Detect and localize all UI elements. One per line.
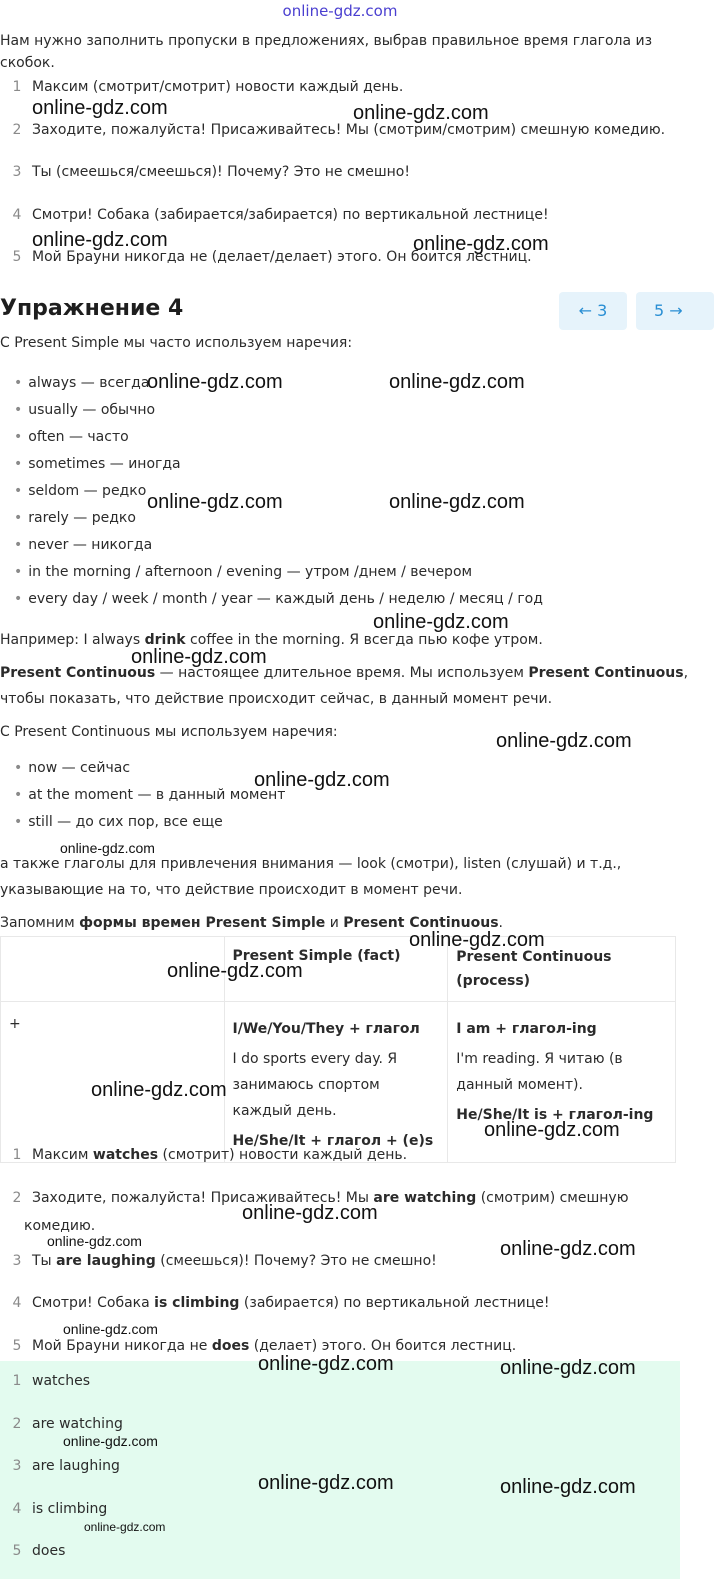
pc-definition (0, 660, 689, 686)
question-item (0, 75, 680, 99)
prev-exercise-button[interactable]: ← 3 (559, 292, 627, 330)
short-answer-text: are watching (32, 1416, 123, 1432)
question-number: 4 (12, 207, 22, 223)
answer-verb: are watching (373, 1190, 477, 1206)
watermark: online-gdz.com (484, 1119, 620, 1141)
table-cell (224, 1002, 448, 1163)
table-header-cell: Present Simple (fact) (224, 937, 448, 1002)
attention-verbs: а также глаголы для привлечения внимания — look (смотри), listen (слушай) и т.д., (0, 856, 622, 872)
ps-formula-third: He/She/It + глагол + (e)s (232, 1133, 434, 1149)
adverb-item: • often — часто (14, 425, 129, 449)
answer-text (32, 1291, 550, 1315)
example-verb: drink (144, 632, 186, 648)
table-row-sign: + (1, 1002, 225, 1163)
answer-verb: watches (92, 1147, 159, 1163)
watermark: online-gdz.com (242, 1202, 378, 1224)
question-text: Смотри! Собака (забирается/забирается) по вертикальной лестнице! (32, 207, 549, 223)
question-item (0, 203, 680, 227)
adverb-item: • never — никогда (14, 533, 152, 557)
example-sentence (0, 627, 680, 653)
adverb-item: • usually — обычно (14, 398, 155, 422)
question-text: Заходите, пожалуйста! Присаживайтесь! Мы (смотрим/смотрим) смешную комедию. (32, 122, 666, 138)
answer-pre: Ты (32, 1253, 57, 1269)
watermark: online-gdz.com (147, 371, 283, 393)
pc-adverbs-intro: С Present Continuous мы используем наречия: (0, 724, 338, 740)
answer-number: 1 (12, 1147, 22, 1163)
example-post: coffee in the morning. Я всегда пью кофе утром. (185, 632, 543, 648)
answer-post: (делает) этого. Он боится лестниц. (249, 1338, 517, 1354)
short-answer-text: is climbing (32, 1501, 108, 1517)
watermark: online-gdz.com (373, 611, 509, 633)
adverb-item: • always — всегда (14, 371, 149, 395)
watermark: online-gdz.com (47, 1233, 142, 1249)
forms-bold: формы времен Present Simple (79, 915, 326, 931)
short-answer-number: 4 (12, 1501, 22, 1517)
watermark: online-gdz.com (60, 840, 155, 856)
adverb-item: • still — до сих пор, все еще (14, 810, 223, 834)
adverb-item: • now — сейчас (14, 756, 130, 780)
pc-definition-line2: чтобы показать, что действие происходит сейчас, в данный момент речи. (0, 691, 553, 707)
question-item (0, 160, 680, 184)
ps-formula: I/We/You/They + глагол (232, 1021, 420, 1037)
short-answer-number: 5 (12, 1543, 22, 1559)
short-answer-item (0, 1497, 680, 1521)
question-text: Мой Брауни никогда не (делает/делает) этого. Он боится лестниц. (32, 249, 532, 265)
answer-verb: does (211, 1338, 250, 1354)
watermark: online-gdz.com (258, 1472, 394, 1494)
watermark: online-gdz.com (254, 769, 390, 791)
answer-number: 3 (12, 1253, 22, 1269)
question-number: 3 (12, 164, 22, 180)
short-answer-text: watches (32, 1373, 90, 1389)
watermark: online-gdz.com (84, 1520, 166, 1534)
page-title: Упражнение 4 (0, 296, 184, 321)
pc-formula-third: He/She/It is + глагол-ing (456, 1107, 654, 1123)
watermark: online-gdz.com (32, 97, 168, 119)
short-answer-number: 2 (12, 1416, 22, 1432)
watermark: online-gdz.com (63, 1321, 158, 1337)
short-answer-text: are laughing (32, 1458, 120, 1474)
adverb-item: • sometimes — иногда (14, 452, 181, 476)
answer-text (32, 1143, 407, 1167)
adverb-item: • in the morning / afternoon / evening — утром /днем / вечером (14, 560, 472, 584)
pc-def-end: , (683, 665, 689, 681)
question-number: 1 (12, 79, 22, 95)
answer-pre: Мой Брауни никогда не (32, 1338, 212, 1354)
pc-term: Present Continuous (528, 665, 684, 681)
watermark: online-gdz.com (258, 1353, 394, 1375)
table-header-cell: Present Continuous (process) (448, 937, 676, 1002)
answer-verb: is climbing (154, 1295, 240, 1311)
pc-example: I'm reading. Я читаю (в данный момент). (456, 1051, 623, 1093)
watermark: online-gdz.com (413, 233, 549, 255)
answer-number: 2 (12, 1190, 22, 1206)
adverb-item: • at the moment — в данный момент (14, 783, 285, 807)
example-pre: Например: I always (0, 632, 145, 648)
pc-formula: I am + глагол-ing (456, 1021, 597, 1037)
forms-post: . (498, 915, 503, 931)
watermark: online-gdz.com (389, 371, 525, 393)
answer-pre: Смотри! Собака (32, 1295, 155, 1311)
forms-mid: и (325, 915, 344, 931)
watermark: online-gdz.com (131, 646, 267, 668)
answer-post: (смеешься)! Почему? Это не смешно! (155, 1253, 437, 1269)
question-item (0, 118, 680, 142)
adverb-item: • seldom — редко (14, 479, 146, 503)
question-number: 5 (12, 249, 22, 265)
adverb-item: • rarely — редко (14, 506, 136, 530)
question-number: 2 (12, 122, 22, 138)
answer-number: 4 (12, 1295, 22, 1311)
short-answer-number: 1 (12, 1373, 22, 1389)
watermark: online-gdz.com (389, 491, 525, 513)
forms-bold: Present Continuous (343, 915, 499, 931)
short-answer-text: does (32, 1543, 66, 1559)
watermark: online-gdz.com (167, 960, 303, 982)
answer-pre: Заходите, пожалуйста! Присаживайтесь! Мы (32, 1190, 374, 1206)
answer-verb: are laughing (56, 1253, 156, 1269)
question-text: Максим (смотрит/смотрит) новости каждый день. (32, 79, 404, 95)
watermark: online-gdz.com (32, 229, 168, 251)
answer-text (32, 1249, 437, 1273)
answer-item (0, 1143, 680, 1167)
watermark: online-gdz.com (91, 1079, 227, 1101)
answer-item (0, 1291, 680, 1315)
attention-verbs-line2: указывающие на то, что действие происходит в момент речи. (0, 882, 463, 898)
top-watermark: online-gdz.com (282, 2, 398, 20)
watermark: online-gdz.com (496, 730, 632, 752)
pc-term: Present Continuous (0, 665, 156, 681)
watermark: online-gdz.com (63, 1433, 158, 1449)
answer-pre: Максим (32, 1147, 93, 1163)
next-exercise-button[interactable]: 5 → (636, 292, 714, 330)
answer-post: (забирается) по вертикальной лестнице! (239, 1295, 550, 1311)
answer-post: (смотрит) новости каждый день. (158, 1147, 408, 1163)
answer-continuation: комедию. (24, 1218, 96, 1234)
adverb-item: • every day / week / month / year — каждый день / неделю / месяц / год (14, 587, 543, 611)
forms-heading (0, 910, 680, 936)
ps-adverbs-intro: С Present Simple мы часто используем наречия: (0, 335, 353, 351)
short-answer-number: 3 (12, 1458, 22, 1474)
watermark: online-gdz.com (409, 929, 545, 951)
answer-post: (смотрим) смешную (476, 1190, 629, 1206)
answer-number: 5 (12, 1338, 22, 1354)
watermark: online-gdz.com (500, 1238, 636, 1260)
exercise-intro: Нам нужно заполнить пропуски в предложениях, выбрав правильное время глагола из скобок. (0, 33, 653, 71)
question-text: Ты (смеешься/смеешься)! Почему? Это не смешно! (32, 164, 410, 180)
tense-table-wrap (0, 936, 680, 1149)
short-answer-item (0, 1539, 680, 1563)
watermark: online-gdz.com (500, 1357, 636, 1379)
ps-example: I do sports every day. Я занимаюсь спортом каждый день. (232, 1051, 398, 1119)
pc-def-text: — настоящее длительное время. Мы используем (155, 665, 529, 681)
forms-pre: Запомним (0, 915, 80, 931)
watermark: online-gdz.com (147, 491, 283, 513)
watermark: online-gdz.com (500, 1476, 636, 1498)
watermark: online-gdz.com (353, 102, 489, 124)
